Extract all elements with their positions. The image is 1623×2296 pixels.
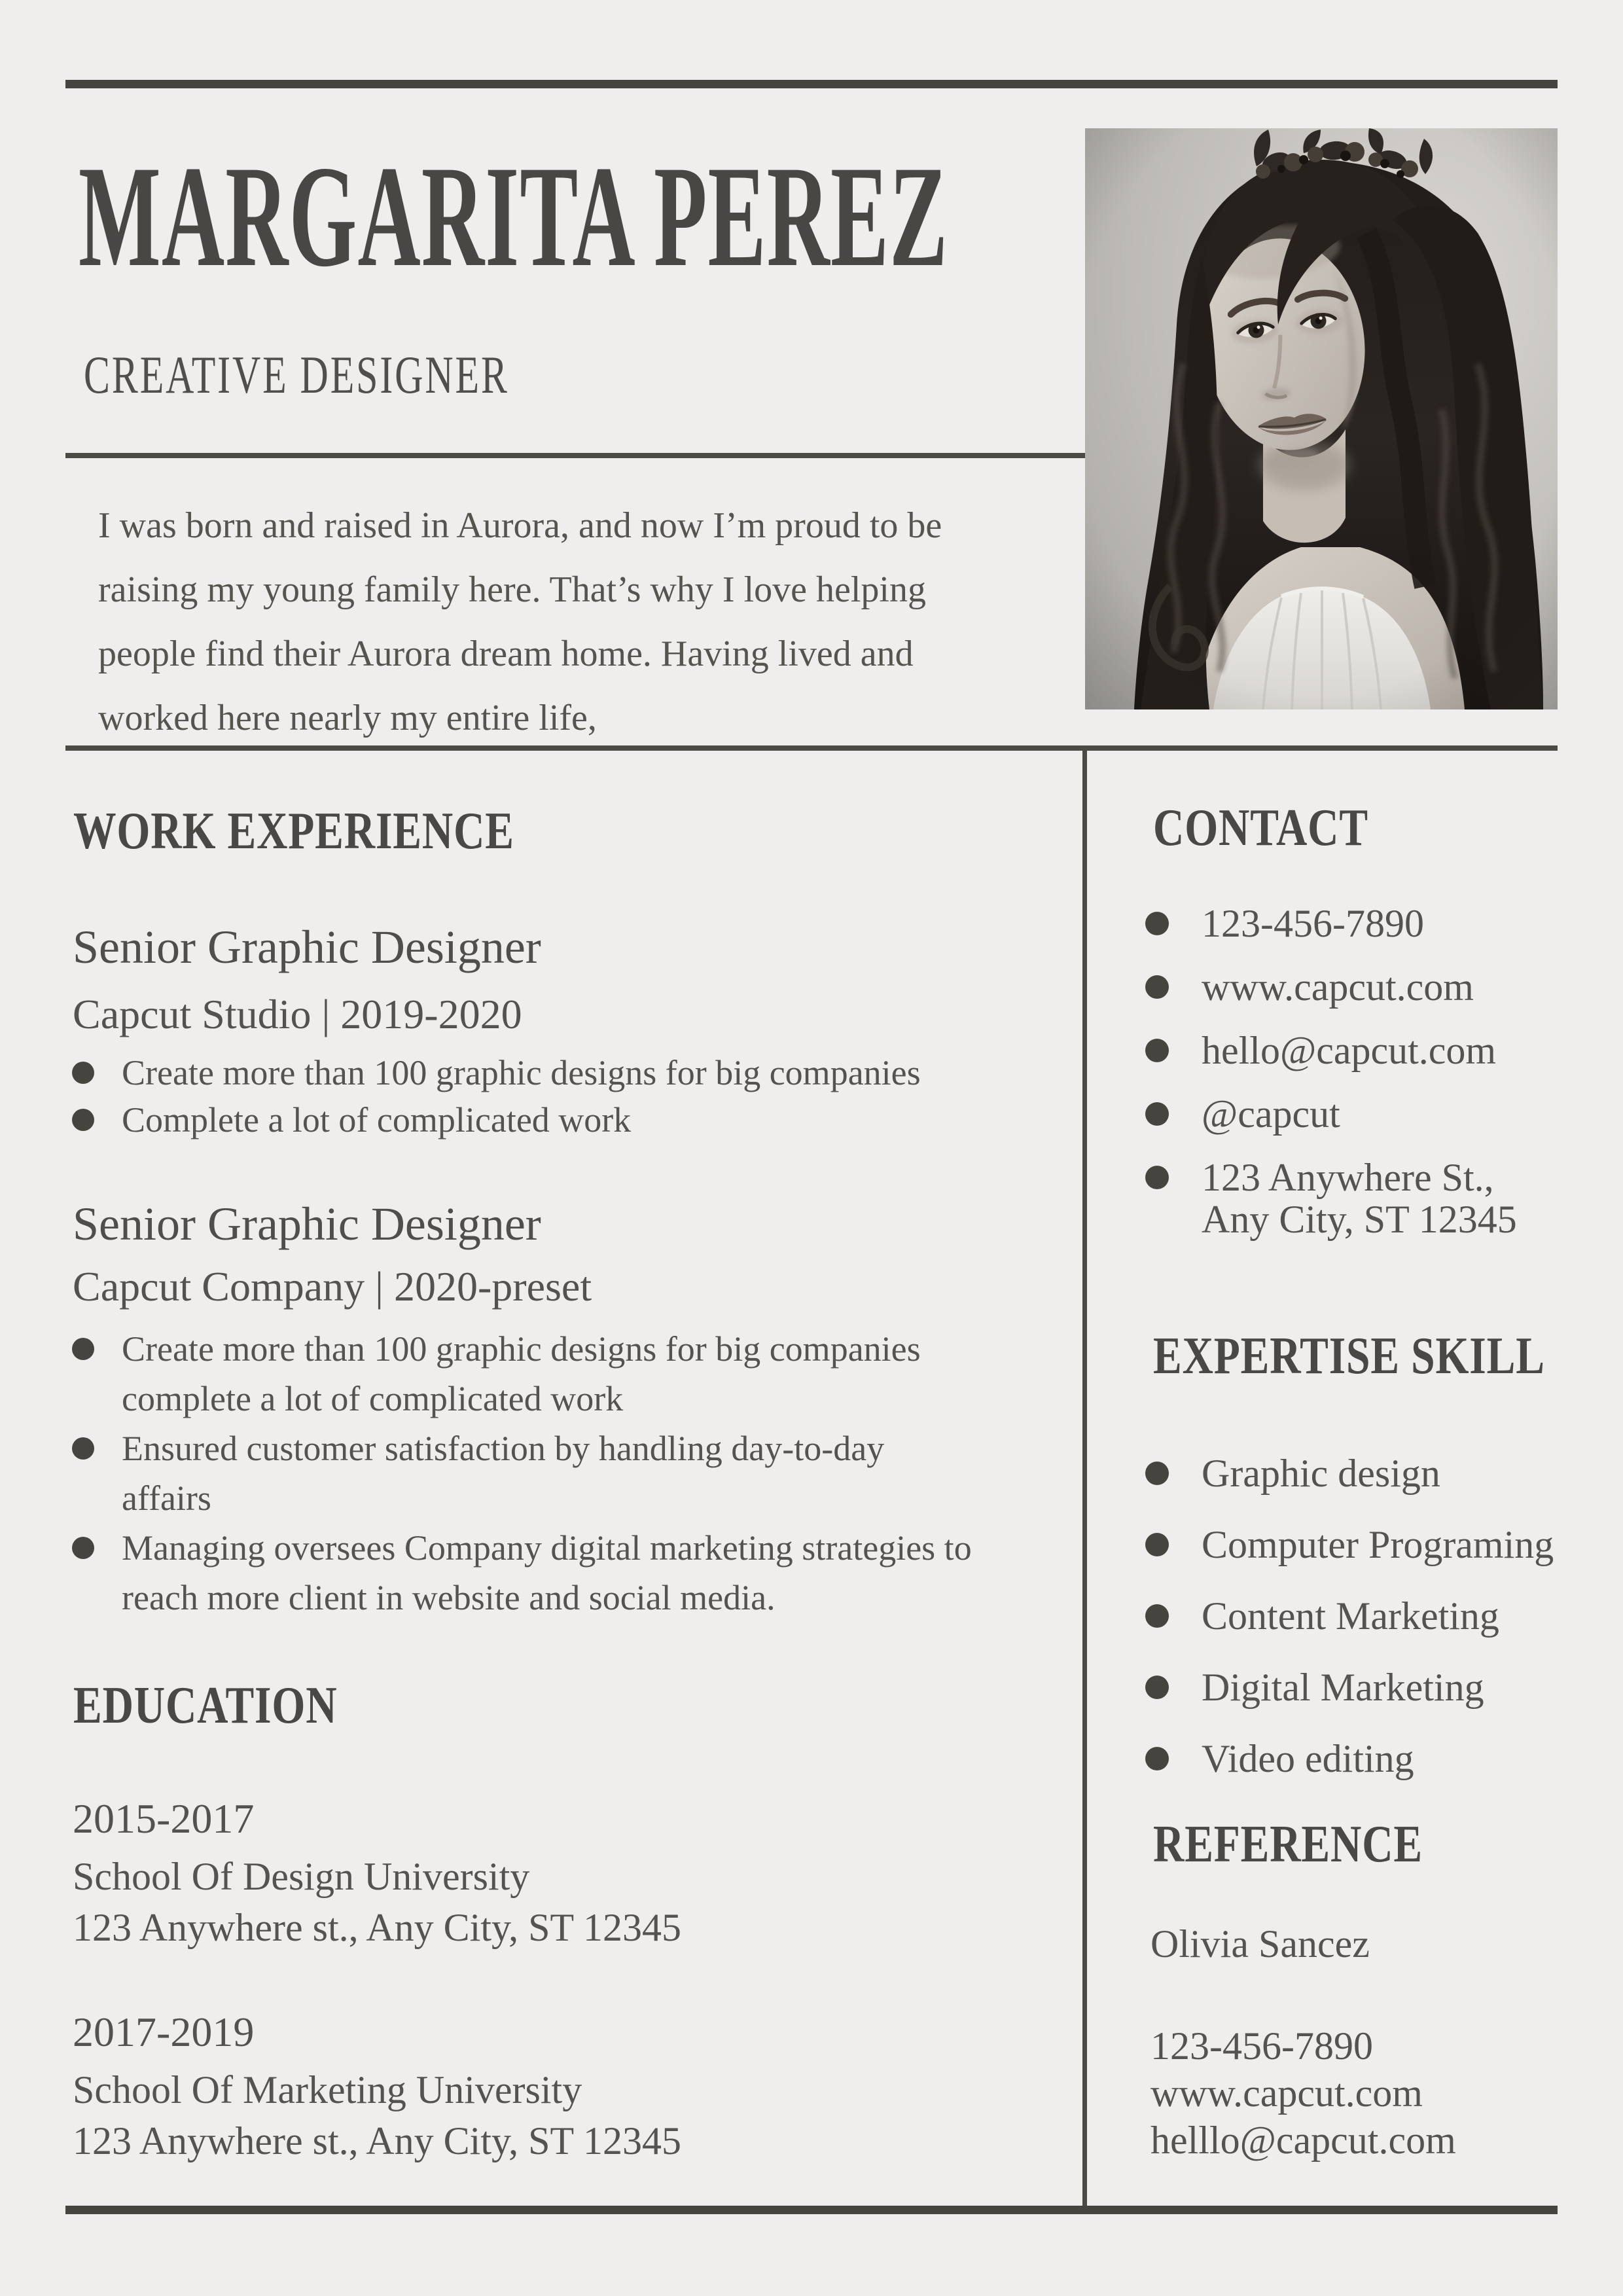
list-item xyxy=(72,1424,975,1523)
skill-item: Graphic design xyxy=(1202,1452,1440,1495)
portrait-photo-image xyxy=(1085,128,1558,709)
person-name: MARGARITA PEREZ xyxy=(79,136,949,297)
list-item xyxy=(1145,1452,1564,1494)
bullet-icon xyxy=(72,1062,94,1084)
reference-name: Olivia Sancez xyxy=(1150,1922,1370,1965)
work-entry-title: Senior Graphic Designer xyxy=(73,921,541,973)
top-accent-bar xyxy=(65,80,1558,88)
bullet-text: Complete a lot of complicated work xyxy=(122,1100,632,1139)
list-item xyxy=(72,1324,975,1424)
contact-handle: @capcut xyxy=(1202,1092,1340,1136)
bullet-icon xyxy=(1145,1039,1169,1062)
list-item xyxy=(72,1523,975,1623)
bullet-text: Ensured customer satisfaction by handling day-to-day affairs xyxy=(122,1429,885,1518)
columns-top-divider xyxy=(65,745,1558,751)
portrait-photo xyxy=(1085,128,1558,709)
contact-address: 123 Anywhere St., Any City, ST 12345 xyxy=(1202,1156,1517,1241)
intro-paragraph: I was born and raised in Aurora, and now I’m proud to be raising my young family here. That’s why I love helping people find their Aurora dream home. Having lived and worked here nearly my entire life, xyxy=(98,505,942,738)
list-item xyxy=(72,1049,975,1096)
education-entry xyxy=(73,2064,681,2166)
bullet-icon xyxy=(72,1437,94,1460)
education-years: 2017-2019 xyxy=(73,2009,255,2055)
education-address: 123 Anywhere st., Any City, ST 12345 xyxy=(73,1906,682,1949)
bullet-icon xyxy=(1145,1533,1169,1556)
education-address: 123 Anywhere st., Any City, ST 12345 xyxy=(73,2119,682,2162)
skill-item: Content Marketing xyxy=(1202,1594,1499,1638)
contact-list xyxy=(1145,903,1564,1262)
bullet-icon xyxy=(1145,975,1169,999)
reference-details xyxy=(1150,2022,1456,2164)
reference-email: helllo@capcut.com xyxy=(1150,2119,1456,2162)
skill-list xyxy=(1145,1452,1564,1809)
expertise-skill-heading: EXPERTISE SKILL xyxy=(1153,1327,1545,1385)
work-entry-meta: Capcut Company | 2020-preset xyxy=(73,1263,592,1310)
bullet-icon xyxy=(1145,1604,1169,1628)
bullet-icon xyxy=(1145,1747,1169,1770)
skill-item: Video editing xyxy=(1202,1737,1414,1780)
header-divider xyxy=(65,453,1086,458)
contact-email: hello@capcut.com xyxy=(1202,1029,1497,1072)
reference-phone: 123-456-7890 xyxy=(1150,2024,1373,2068)
skill-item: Computer Programing xyxy=(1202,1523,1554,1566)
list-item xyxy=(1145,1595,1564,1637)
list-item xyxy=(72,1096,975,1143)
work-experience-heading: WORK EXPERIENCE xyxy=(73,802,514,860)
reference-heading: REFERENCE xyxy=(1153,1816,1423,1873)
bullet-icon xyxy=(1145,912,1169,935)
education-school: School Of Design University xyxy=(73,1855,530,1898)
education-years: 2015-2017 xyxy=(73,1795,255,1842)
job-title: CREATIVE DESIGNER xyxy=(84,345,509,404)
bullet-icon xyxy=(1145,1462,1169,1485)
bullet-icon xyxy=(72,1537,94,1559)
bullet-text: Create more than 100 graphic designs for big companies xyxy=(122,1053,921,1092)
list-item xyxy=(1145,1157,1564,1240)
bottom-accent-bar xyxy=(65,2206,1558,2214)
list-item xyxy=(1145,1030,1564,1071)
bullet-icon xyxy=(1145,1102,1169,1126)
skill-item: Digital Marketing xyxy=(1202,1666,1484,1709)
bullet-icon xyxy=(1145,1166,1169,1189)
list-item xyxy=(1145,1093,1564,1135)
reference-website: www.capcut.com xyxy=(1150,2072,1423,2115)
bullet-icon xyxy=(72,1109,94,1131)
work-entry-meta: Capcut Studio | 2019-2020 xyxy=(73,991,522,1037)
education-entry xyxy=(73,1851,681,1953)
education-school: School Of Marketing University xyxy=(73,2068,582,2111)
contact-phone: 123-456-7890 xyxy=(1202,902,1424,945)
list-item xyxy=(1145,1738,1564,1780)
contact-heading: CONTACT xyxy=(1153,799,1368,857)
list-item xyxy=(1145,903,1564,944)
work-entry-title: Senior Graphic Designer xyxy=(73,1198,541,1250)
bullet-icon xyxy=(1145,1676,1169,1699)
contact-website: www.capcut.com xyxy=(1202,965,1474,1009)
bullet-text: Create more than 100 graphic designs for big companies complete a lot of complicated work xyxy=(122,1329,921,1418)
list-item xyxy=(1145,966,1564,1008)
bullet-icon xyxy=(72,1338,94,1360)
education-heading: EDUCATION xyxy=(73,1677,338,1734)
column-vertical-divider xyxy=(1082,745,1087,2211)
list-item xyxy=(1145,1666,1564,1708)
work-entry-bullets xyxy=(72,1049,975,1143)
bullet-text: Managing oversees Company digital marketing strategies to reach more client in website and social media. xyxy=(122,1528,972,1617)
work-entry-bullets xyxy=(72,1324,975,1623)
list-item xyxy=(1145,1524,1564,1566)
